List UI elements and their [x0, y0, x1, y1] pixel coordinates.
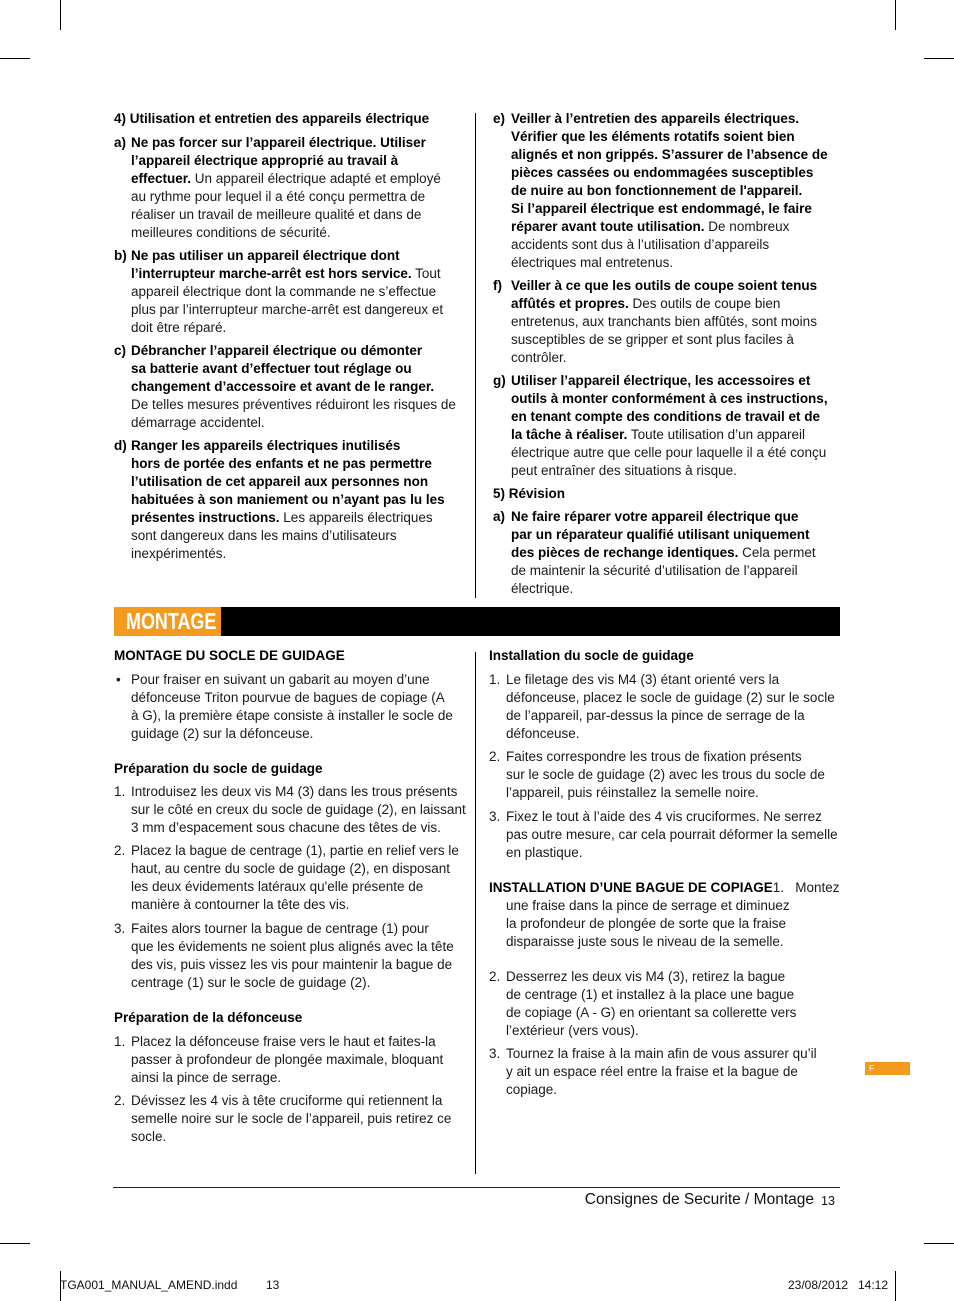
montage-section-banner	[114, 607, 840, 636]
montage-column-left	[114, 647, 466, 1151]
safety-rule-f	[493, 277, 840, 367]
banner-title: MONTAGE	[126, 608, 217, 634]
rule-label: e)	[493, 111, 506, 126]
step-item	[114, 1092, 466, 1146]
intro-bullet-item	[114, 671, 466, 743]
rule-text: Les appareils électriques sont dangereux dans les mains d’utilisateurs inexpérimentés.	[131, 510, 433, 561]
step-number: 1.	[489, 672, 501, 687]
rule-label: f)	[493, 278, 502, 293]
heading-copy-ring-installation: INSTALLATION D’UNE BAGUE DE COPIAGE	[489, 880, 773, 895]
step-item	[114, 920, 466, 992]
slug-file-name: TGA001_MANUAL_AMEND.indd	[60, 1278, 238, 1292]
step-item	[489, 808, 840, 862]
copy-ring-installation	[489, 879, 840, 951]
rule-text: Tout appareil électrique dont la commande ne s’effectue plus par l’interrupteur marche-arrêt est dangereux et doit être réparé.	[131, 266, 444, 335]
step-number: 3.	[114, 921, 126, 936]
rule-label: d)	[114, 438, 127, 453]
slug-time: 14:12	[858, 1278, 889, 1292]
subheading-router-preparation: Préparation de la défonceuse	[114, 1010, 303, 1025]
revision-rule-a	[493, 508, 840, 598]
safety-column-right	[493, 110, 840, 603]
heading-guide-base-assembly: MONTAGE DU SOCLE DE GUIDAGE	[114, 648, 345, 663]
crop-mark-top-right-vertical	[895, 0, 896, 30]
footer-rule	[113, 1187, 840, 1188]
language-tab-label: F	[869, 1063, 875, 1073]
bullet-text: Pour fraiser en suivant un gabarit au moyen d’une défonceuse Triton pourvue de bagues de copiage (A à G), la première étape consiste à installer le socle de guidage (2) sur la défonceuse.	[131, 672, 453, 741]
rule-label: a)	[493, 509, 506, 524]
rule-text: Un appareil électrique adapté et employé au rythme pour lequel il a été conçu permettra de réaliser un travail de meilleure qualité et dans de meilleures conditions de sécurité.	[131, 171, 441, 240]
rule-text: Toute utilisation d’un appareil électrique autre que celle pour laquelle il a été conçu peut entraîner des situations à risque.	[511, 427, 827, 478]
rule-label: g)	[493, 373, 506, 388]
step-number: 1.	[114, 784, 126, 799]
montage-column-right	[489, 647, 840, 1104]
crop-mark-bottom-right-vertical	[895, 1271, 896, 1301]
step-text: 1. Montez une fraise dans la pince de serrage et diminuez la profondeur de plongée de sorte que la fraise disparaisse juste sous le niveau de la semelle.	[506, 880, 840, 949]
step-text: Introduisez les deux vis M4 (3) dans les trous présents sur le côté en creux du socle de guidage (2), en laissant 3 mm d’espacement sous chacune des têtes de vis.	[131, 784, 466, 835]
step-item	[489, 671, 840, 743]
rule-label: a)	[114, 135, 127, 150]
rule-bold-text: Ranger les appareils électriques inutilisés hors de portée des enfants et ne pas permettre l’utilisation de cet appareil aux personnes non habituées à son maniement ou n’ayant pas lu les présentes instructions.	[131, 438, 445, 525]
step-text: Placez la défonceuse fraise vers le haut et faites-la passer à profondeur de plongée maximale, bloquant ainsi la pince de serrage.	[131, 1034, 444, 1085]
crop-mark-bottom-right-horizontal	[924, 1243, 954, 1244]
rule-bold-text: Ne pas utiliser un appareil électrique dont l’interrupteur marche-arrêt est hors service.	[131, 248, 412, 281]
rule-bold-text: Ne pas forcer sur l’appareil électrique. Utiliser l’appareil électrique approprié au travail à effectuer.	[131, 135, 426, 186]
step-text: Desserrez les deux vis M4 (3), retirez la bague de centrage (1) et installez à la place une bague de copiage (A - G) en orientant sa collerette vers l’extérieur (vers vous).	[506, 969, 797, 1038]
step-item	[114, 1033, 466, 1087]
rule-bold-text: Veiller à ce que les outils de coupe soient tenus affûtés et propres.	[511, 278, 818, 311]
safety-rule-a	[114, 134, 466, 242]
crop-mark-top-left-horizontal	[0, 58, 30, 59]
step-item	[489, 748, 840, 802]
language-tab	[865, 1062, 910, 1075]
step-number: 2.	[114, 843, 126, 858]
step-text: Dévissez les 4 vis à tête cruciforme qui retiennent la semelle noire sur le socle de l’appareil, puis retirez ce socle.	[131, 1093, 452, 1144]
step-number: 1.	[114, 1034, 126, 1049]
footer-section-title: Consignes de Securite / Montage	[584, 1191, 814, 1208]
safety-rule-c	[114, 342, 466, 432]
step-text: Placez la bague de centrage (1), partie en relief vers le haut, au centre du socle de guidage (2), en disposant les deux évidements latéraux qu'elle présente de manière à contourner la tête des vis.	[131, 843, 459, 912]
rule-text: De telles mesures préventives réduiront les risques de démarrage accidentel.	[131, 397, 456, 430]
step-item	[489, 1045, 840, 1099]
rule-text: De nombreux accidents sont dus à l’utilisation d’appareils électriques mal entretenus.	[511, 219, 790, 270]
step-text: Fixez le tout à l’aide des 4 vis cruciformes. Ne serrez pas outre mesure, car cela pourrait déformer la semelle en plastique.	[506, 809, 838, 860]
crop-mark-bottom-left-horizontal	[0, 1243, 30, 1244]
step-item	[114, 842, 466, 914]
safety-rule-d	[114, 437, 466, 563]
section-heading-revision: 5) Révision	[493, 486, 566, 501]
section-heading-usage-maintenance: 4) Utilisation et entretien des appareils électrique	[114, 111, 430, 126]
step-text: Tournez la fraise à la main afin de vous assurer qu’il y ait un espace réel entre la fraise et la bague de copiage.	[506, 1046, 817, 1097]
step-text: Faites correspondre les trous de fixation présents sur le socle de guidage (2) avec les trous du socle de l’appareil, puis réinstallez la semelle noire.	[506, 749, 825, 800]
rule-text: Cela permet de maintenir la sécurité d’utilisation de l’appareil électrique.	[511, 545, 816, 596]
rule-label: c)	[114, 343, 127, 358]
step-number: 2.	[114, 1093, 126, 1108]
step-text: Le filetage des vis M4 (3) étant orienté vers la défonceuse, placez le socle de guidage (2) sur le socle de l’appareil, par-dessus la pince de serrage de la défonceuse.	[506, 672, 835, 741]
step-number: 3.	[489, 809, 501, 824]
crop-mark-top-right-horizontal	[924, 58, 954, 59]
column-divider-top	[475, 113, 476, 598]
subheading-guide-base-installation: Installation du socle de guidage	[489, 648, 694, 663]
rule-bold-text: Ne faire réparer votre appareil électrique que par un réparateur qualifié utilisant uniquement des pièces de rechange identiques.	[511, 509, 810, 560]
step-number: 3.	[489, 1046, 501, 1061]
rule-bold-text: Débrancher l’appareil électrique ou démonter sa batterie avant d’effectuer tout réglage ou changement d’accessoire et avant de le ranger.	[131, 343, 435, 394]
safety-column-left	[114, 110, 466, 568]
rule-bold-text: Veiller à l’entretien des appareils électriques. Vérifier que les éléments rotatifs soient bien alignés et non grippés. S’assurer de l’absence de pièces cassées ou endommagées susceptibles de nuire au bon fonctionnement de l'appareil. Si l’appareil électrique est endommagé, le faire réparer avant toute utilisation.	[511, 111, 828, 234]
safety-rule-e	[493, 110, 840, 272]
step-text: Faites alors tourner la bague de centrage (1) pour que les évidements ne soient plus alignés avec la tête des vis, puis vissez les vis pour maintenir la bague de centrage (1) sur le socle de guidage (2).	[131, 921, 454, 990]
footer-page-number: 13	[821, 1194, 835, 1208]
step-number: 2.	[489, 749, 501, 764]
rule-text: Des outils de coupe bien entretenus, aux tranchants bien affûtés, sont moins susceptibles de se gripper et sont plus faciles à contrôler.	[511, 296, 817, 365]
rule-bold-text: Utiliser l’appareil électrique, les accessoires et outils à monter conformément à ces instructions, en tenant compte des conditions de travail et de la tâche à réaliser.	[511, 373, 828, 442]
step-item	[489, 968, 840, 1040]
bullet-glyph: •	[116, 672, 121, 687]
step-number: 2.	[489, 969, 501, 984]
step-item	[114, 783, 466, 837]
column-divider-bottom	[475, 652, 476, 1174]
crop-mark-top-left-vertical	[60, 0, 61, 30]
safety-rule-g	[493, 372, 840, 480]
subheading-guide-base-preparation: Préparation du socle de guidage	[114, 761, 323, 776]
slug-page-number: 13	[266, 1278, 280, 1292]
slug-date: 23/08/2012	[788, 1278, 849, 1292]
rule-label: b)	[114, 248, 127, 263]
safety-rule-b	[114, 247, 466, 337]
